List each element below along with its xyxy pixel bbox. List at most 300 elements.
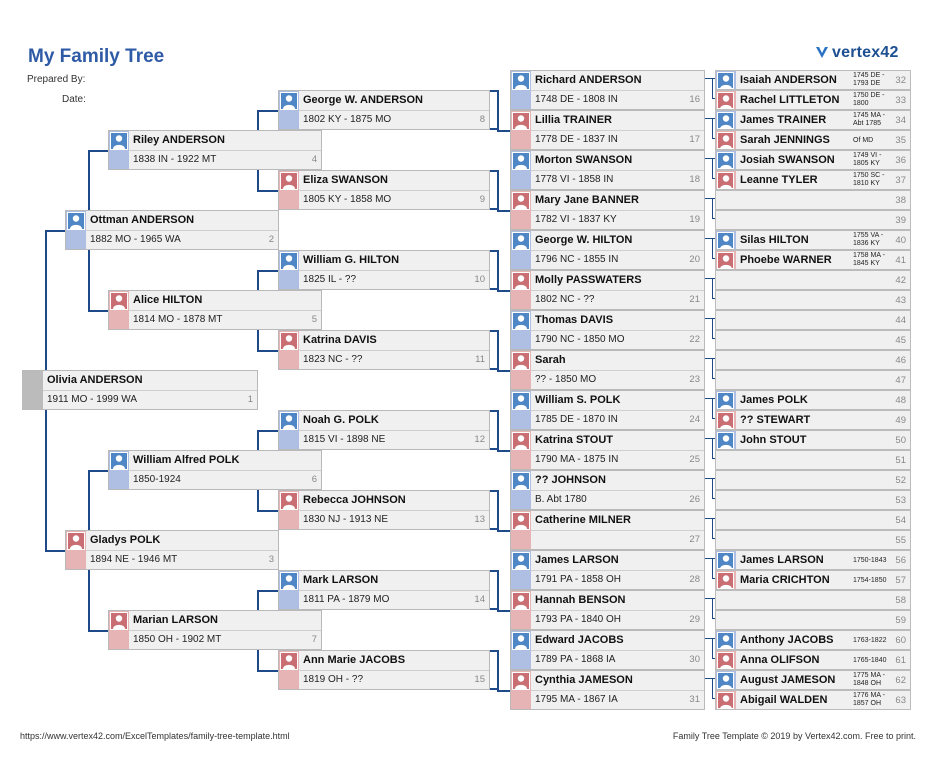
divider	[129, 470, 321, 471]
person-box-14[interactable]	[278, 570, 490, 610]
avatar	[716, 691, 736, 709]
connector-line	[490, 448, 498, 450]
connector-line	[705, 518, 715, 519]
person-box-25[interactable]	[510, 430, 705, 470]
person-number: 25	[689, 454, 700, 465]
avatar	[511, 151, 531, 189]
divider	[531, 90, 704, 91]
ancestor-number: 43	[895, 295, 906, 306]
ancestor-dates	[853, 637, 886, 645]
avatar	[279, 331, 299, 369]
person-icon	[512, 112, 530, 130]
person-icon	[512, 352, 530, 370]
ancestor-box-32[interactable]	[715, 70, 911, 90]
connector-line	[497, 330, 499, 371]
ancestor-dates	[853, 112, 885, 128]
person-number: 21	[689, 294, 700, 305]
connector-line	[712, 538, 715, 539]
person-box-7[interactable]	[108, 610, 322, 650]
avatar	[511, 351, 531, 389]
person-icon	[67, 212, 85, 230]
ancestor-date-line: Abt 1785	[853, 120, 882, 127]
ancestor-date-line: 1793 DE	[853, 80, 881, 87]
divider	[299, 430, 489, 431]
connector-line	[705, 318, 715, 319]
ancestor-box-43[interactable]	[715, 290, 911, 310]
avatar	[716, 351, 736, 369]
person-dates: 1819 OH - ??	[303, 674, 364, 685]
person-name: Olivia ANDERSON	[47, 374, 143, 386]
connector-line	[497, 370, 510, 372]
person-box-2[interactable]	[65, 210, 279, 250]
connector-line	[712, 378, 715, 379]
connector-line	[712, 278, 713, 298]
connector-line	[88, 630, 108, 632]
person-box-29[interactable]	[510, 590, 705, 630]
person-icon	[512, 72, 530, 90]
ancestor-box-33[interactable]	[715, 90, 911, 110]
ancestor-dates	[853, 172, 885, 188]
connector-line	[712, 678, 713, 698]
ancestor-number: 59	[895, 615, 906, 626]
avatar	[716, 611, 736, 629]
person-name: Gladys POLK	[90, 534, 161, 546]
person-icon	[717, 432, 734, 449]
person-box-13[interactable]	[278, 490, 490, 530]
ancestor-date-line: 1745 MA -	[853, 112, 885, 119]
avatar	[279, 91, 299, 129]
connector-line	[45, 410, 47, 552]
avatar	[279, 171, 299, 209]
person-dates: 1748 DE - 1808 IN	[535, 94, 618, 105]
person-box-23[interactable]	[510, 350, 705, 390]
ancestor-dates	[853, 72, 885, 88]
connector-line	[712, 618, 715, 619]
avatar	[511, 271, 531, 309]
connector-line	[257, 170, 259, 190]
person-icon	[512, 552, 530, 570]
page-title: My Family Tree	[28, 46, 165, 67]
connector-line	[490, 288, 498, 290]
ancestor-date-line: 1765-1840	[853, 657, 887, 664]
connector-line	[257, 510, 278, 512]
ancestor-number: 58	[895, 595, 906, 606]
person-icon	[717, 172, 734, 189]
connector-line	[490, 688, 498, 690]
ancestor-name: Anthony JACOBS	[740, 634, 834, 646]
person-box-26[interactable]	[510, 470, 705, 510]
person-name: Mary Jane BANNER	[535, 194, 639, 206]
ancestor-box-59[interactable]	[715, 610, 911, 630]
avatar	[511, 591, 531, 629]
connector-line	[497, 690, 510, 692]
avatar	[511, 631, 531, 669]
person-icon	[280, 572, 298, 590]
connector-line	[257, 670, 278, 672]
person-dates: 1778 VI - 1858 IN	[535, 174, 614, 185]
person-number: 22	[689, 334, 700, 345]
connector-line	[712, 78, 713, 98]
connector-line	[712, 238, 713, 258]
person-number: 16	[689, 94, 700, 105]
ancestor-box-56[interactable]	[715, 550, 911, 570]
person-box-30[interactable]	[510, 630, 705, 670]
ancestor-box-61[interactable]	[715, 650, 911, 670]
ancestor-box-39[interactable]	[715, 210, 911, 230]
person-box-12[interactable]	[278, 410, 490, 450]
person-box-3[interactable]	[65, 530, 279, 570]
person-dates: 1805 KY - 1858 MO	[303, 194, 392, 205]
connector-line	[497, 490, 499, 531]
person-icon	[512, 592, 530, 610]
connector-line	[712, 638, 713, 658]
ancestor-number: 47	[895, 375, 906, 386]
connector-line	[705, 478, 715, 479]
ancestor-box-35[interactable]	[715, 130, 911, 150]
connector-line	[257, 430, 278, 432]
ancestor-name: Leanne TYLER	[740, 174, 818, 186]
connector-line	[705, 638, 715, 639]
ancestor-dates	[853, 152, 881, 168]
person-number: 6	[311, 474, 317, 485]
connector-line	[712, 478, 713, 498]
connector-line	[712, 578, 715, 579]
person-name: George W. HILTON	[535, 234, 633, 246]
ancestor-box-48[interactable]	[715, 390, 911, 410]
person-icon	[512, 232, 530, 250]
person-number: 14	[474, 594, 485, 605]
divider	[531, 530, 704, 531]
avatar	[511, 551, 531, 589]
avatar	[716, 71, 736, 89]
person-number: 7	[311, 634, 317, 645]
ancestor-date-line: 1800	[853, 100, 869, 107]
avatar	[716, 651, 736, 669]
avatar	[716, 291, 736, 309]
ancestor-dates	[853, 232, 883, 248]
vertex42-logo-icon	[815, 45, 829, 59]
person-number: 20	[689, 254, 700, 265]
ancestor-date-line: 1755 VA -	[853, 232, 884, 239]
divider	[531, 610, 704, 611]
ancestor-name: James POLK	[740, 394, 808, 406]
ancestor-box-37[interactable]	[715, 170, 911, 190]
person-box-31[interactable]	[510, 670, 705, 710]
avatar	[109, 611, 129, 649]
connector-line	[712, 118, 713, 138]
avatar	[66, 531, 86, 569]
ancestor-number: 56	[895, 555, 906, 566]
person-icon	[717, 232, 734, 249]
divider	[531, 170, 704, 171]
connector-line	[490, 528, 498, 530]
ancestor-dates	[853, 577, 886, 585]
person-name: Thomas DAVIS	[535, 314, 614, 326]
ancestor-box-41[interactable]	[715, 250, 911, 270]
ancestor-box-55[interactable]	[715, 530, 911, 550]
person-name: William Alfred POLK	[133, 454, 240, 466]
ancestor-date-line: 1758 MA -	[853, 252, 885, 259]
person-box-15[interactable]	[278, 650, 490, 690]
ancestor-box-52[interactable]	[715, 470, 911, 490]
ancestor-box-34[interactable]	[715, 110, 911, 130]
ancestor-box-49[interactable]	[715, 410, 911, 430]
person-number: 28	[689, 574, 700, 585]
person-icon	[717, 132, 734, 149]
person-name: Alice HILTON	[133, 294, 203, 306]
connector-line	[705, 238, 715, 239]
person-dates: 1802 NC - ??	[535, 294, 595, 305]
person-box-19[interactable]	[510, 190, 705, 230]
ancestor-number: 63	[895, 695, 906, 706]
divider	[531, 450, 704, 451]
footer-url[interactable]: https://www.vertex42.com/ExcelTemplates/family-tree-template.html	[20, 731, 290, 741]
ancestor-date-line: 1750 SC -	[853, 172, 885, 179]
ancestor-number: 42	[895, 275, 906, 286]
person-box-28[interactable]	[510, 550, 705, 590]
person-name: Catherine MILNER	[535, 514, 631, 526]
avatar	[716, 451, 736, 469]
ancestor-box-46[interactable]	[715, 350, 911, 370]
divider	[299, 110, 489, 111]
divider	[531, 490, 704, 491]
person-box-21[interactable]	[510, 270, 705, 310]
connector-line	[712, 558, 713, 578]
avatar	[109, 451, 129, 489]
ancestor-box-40[interactable]	[715, 230, 911, 250]
avatar	[716, 111, 736, 129]
connector-line	[88, 470, 108, 472]
connector-line	[257, 330, 259, 350]
person-icon	[110, 452, 128, 470]
ancestor-box-60[interactable]	[715, 630, 911, 650]
person-dates: ?? - 1850 MO	[535, 374, 597, 385]
person-dates: B. Abt 1780	[535, 494, 587, 505]
connector-line	[88, 150, 90, 210]
ancestor-box-44[interactable]	[715, 310, 911, 330]
person-icon	[110, 292, 128, 310]
connector-line	[497, 130, 510, 132]
avatar	[716, 511, 736, 529]
divider	[86, 230, 278, 231]
ancestor-box-51[interactable]	[715, 450, 911, 470]
connector-line	[497, 570, 499, 611]
person-name: Eliza SWANSON	[303, 174, 388, 186]
ancestor-box-53[interactable]	[715, 490, 911, 510]
person-box-20[interactable]	[510, 230, 705, 270]
person-box-27[interactable]	[510, 510, 705, 550]
connector-line	[705, 158, 715, 159]
ancestor-box-57[interactable]	[715, 570, 911, 590]
ancestor-box-58[interactable]	[715, 590, 911, 610]
person-icon	[512, 672, 530, 690]
person-icon	[280, 412, 298, 430]
avatar	[716, 411, 736, 429]
avatar	[511, 311, 531, 349]
connector-line	[497, 530, 510, 532]
ancestor-box-45[interactable]	[715, 330, 911, 350]
avatar	[716, 231, 736, 249]
ancestor-number: 50	[895, 435, 906, 446]
person-box-4[interactable]	[108, 130, 322, 170]
person-name: Lillia TRAINER	[535, 114, 613, 126]
ancestor-box-36[interactable]	[715, 150, 911, 170]
ancestor-name: Josiah SWANSON	[740, 154, 835, 166]
prepared-by-label: Prepared By:	[27, 74, 86, 85]
connector-line	[705, 78, 715, 79]
avatar	[716, 431, 736, 449]
avatar	[511, 431, 531, 469]
avatar	[716, 211, 736, 229]
connector-line	[88, 570, 90, 630]
connector-line	[257, 270, 278, 272]
person-dates: 1793 PA - 1840 OH	[535, 614, 621, 625]
logo-text: vertex42	[832, 44, 899, 61]
ancestor-number: 44	[895, 315, 906, 326]
ancestor-date-line: Of MD	[853, 137, 874, 144]
connector-line	[705, 198, 715, 199]
person-box-16[interactable]	[510, 70, 705, 110]
person-dates: 1814 MO - 1878 MT	[133, 314, 223, 325]
avatar	[716, 251, 736, 269]
person-box-6[interactable]	[108, 450, 322, 490]
avatar	[279, 651, 299, 689]
person-name: George W. ANDERSON	[303, 94, 423, 106]
person-icon	[717, 672, 734, 689]
person-number: 4	[311, 154, 317, 165]
avatar	[109, 131, 129, 169]
person-box-5[interactable]	[108, 290, 322, 330]
person-name: William G. HILTON	[303, 254, 400, 266]
avatar	[716, 131, 736, 149]
connector-line	[257, 270, 259, 290]
person-icon	[280, 492, 298, 510]
ancestor-name: ?? STEWART	[740, 414, 811, 426]
ancestor-name: Abigail WALDEN	[740, 694, 828, 706]
ancestor-number: 35	[895, 135, 906, 146]
person-number: 17	[689, 134, 700, 145]
avatar	[279, 491, 299, 529]
divider	[531, 570, 704, 571]
ancestor-box-62[interactable]	[715, 670, 911, 690]
ancestor-box-54[interactable]	[715, 510, 911, 530]
ancestor-box-47[interactable]	[715, 370, 911, 390]
ancestor-dates	[853, 692, 885, 708]
ancestor-number: 45	[895, 335, 906, 346]
ancestor-number: 33	[895, 95, 906, 106]
person-box-9[interactable]	[278, 170, 490, 210]
person-icon	[717, 552, 734, 569]
connector-line	[88, 250, 90, 310]
person-number: 11	[475, 354, 485, 365]
person-number: 3	[268, 554, 274, 565]
person-icon	[512, 192, 530, 210]
avatar	[716, 591, 736, 609]
person-box-11[interactable]	[278, 330, 490, 370]
connector-line	[712, 138, 715, 139]
connector-line	[712, 178, 715, 179]
person-number: 13	[474, 514, 485, 525]
ancestor-name: James LARSON	[740, 554, 824, 566]
person-icon	[512, 632, 530, 650]
avatar	[511, 191, 531, 229]
person-dates: 1791 PA - 1858 OH	[535, 574, 621, 585]
person-icon	[280, 92, 298, 110]
person-name: Hannah BENSON	[535, 594, 626, 606]
connector-line	[712, 658, 715, 659]
person-icon	[717, 72, 734, 89]
avatar	[716, 491, 736, 509]
ancestor-number: 38	[895, 195, 906, 206]
person-box-10[interactable]	[278, 250, 490, 290]
connector-line	[497, 90, 499, 131]
person-name: James LARSON	[535, 554, 619, 566]
ancestor-box-38[interactable]	[715, 190, 911, 210]
person-name: Noah G. POLK	[303, 414, 379, 426]
avatar	[716, 571, 736, 589]
ancestor-number: 37	[895, 175, 906, 186]
person-icon	[512, 472, 530, 490]
connector-line	[257, 590, 278, 592]
person-icon	[280, 652, 298, 670]
person-box-8[interactable]	[278, 90, 490, 130]
person-box-18[interactable]	[510, 150, 705, 190]
avatar	[716, 551, 736, 569]
person-number: 30	[689, 654, 700, 665]
connector-line	[490, 128, 498, 130]
person-box-17[interactable]	[510, 110, 705, 150]
person-number: 9	[479, 194, 485, 205]
ancestor-number: 48	[895, 395, 906, 406]
ancestor-box-63[interactable]	[715, 690, 911, 710]
person-box-24[interactable]	[510, 390, 705, 430]
avatar	[716, 271, 736, 289]
connector-line	[705, 438, 715, 439]
person-icon	[512, 312, 530, 330]
person-box-22[interactable]	[510, 310, 705, 350]
avatar	[511, 231, 531, 269]
avatar	[511, 71, 531, 109]
avatar	[716, 191, 736, 209]
ancestor-date-line: 1836 KY	[853, 240, 880, 247]
avatar	[279, 571, 299, 609]
avatar	[511, 391, 531, 429]
person-icon	[110, 612, 128, 630]
person-name: Edward JACOBS	[535, 634, 624, 646]
avatar	[511, 111, 531, 149]
person-dates: 1823 NC - ??	[303, 354, 363, 365]
person-number: 12	[474, 434, 485, 445]
ancestor-number: 46	[895, 355, 906, 366]
ancestor-date-line: 1857 OH	[853, 700, 882, 707]
connector-line	[705, 358, 715, 359]
person-dates: 1911 MO - 1999 WA	[47, 394, 138, 405]
ancestor-box-42[interactable]	[715, 270, 911, 290]
person-dates: 1778 DE - 1837 IN	[535, 134, 618, 145]
ancestor-box-50[interactable]	[715, 430, 911, 450]
connector-line	[497, 410, 499, 451]
person-number: 10	[474, 274, 485, 285]
person-box-1[interactable]	[22, 370, 258, 410]
person-name: Ottman ANDERSON	[90, 214, 195, 226]
ancestor-dates	[853, 137, 873, 145]
person-number: 23	[689, 374, 700, 385]
person-dates: 1790 NC - 1850 MO	[535, 334, 625, 345]
person-icon	[280, 172, 298, 190]
divider	[299, 590, 489, 591]
connector-line	[88, 150, 108, 152]
avatar	[716, 471, 736, 489]
